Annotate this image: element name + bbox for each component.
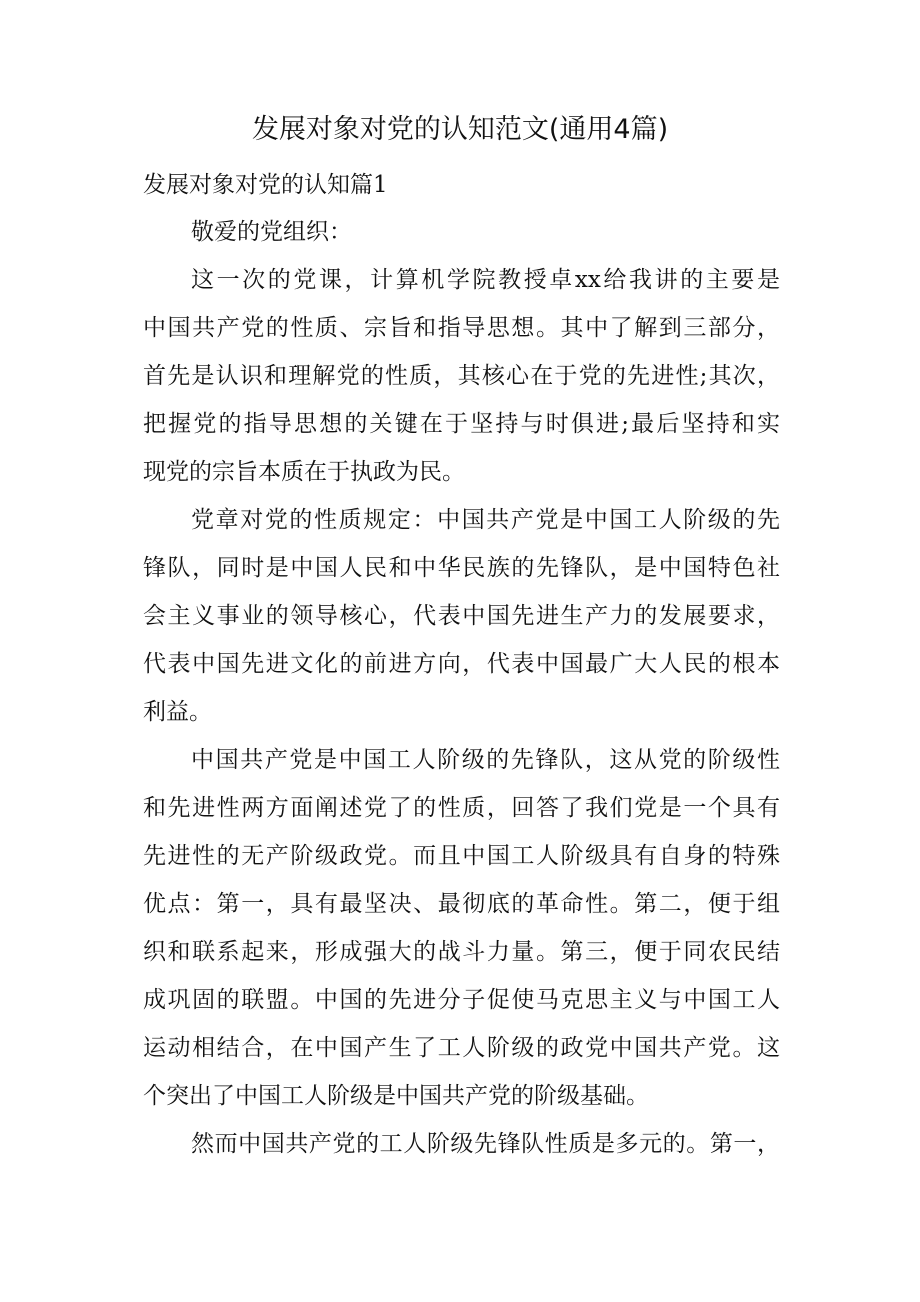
text-line: 先进性的无产阶级政党。而且中国工人阶级具有自身的特殊	[143, 843, 780, 869]
paragraph	[143, 496, 780, 736]
paragraph	[143, 1120, 780, 1168]
text-line: 这一次的党课，计算机学院教授卓xx给我讲的主要是	[191, 267, 780, 293]
text-line: 利益。	[143, 699, 212, 725]
text-line: 成巩固的联盟。中国的先进分子促使马克思主义与中国工人	[143, 987, 780, 1013]
section-heading: 发展对象对党的认知篇1	[143, 172, 388, 198]
text-line: 中国共产党的性质、宗旨和指导思想。其中了解到三部分，	[143, 315, 780, 341]
text-line: 首先是认识和理解党的性质，其核心在于党的先进性;其次，	[143, 363, 780, 389]
text-line: 代表中国先进文化的前进方向，代表中国最广大人民的根本	[143, 651, 780, 677]
paragraph	[143, 208, 780, 256]
text-line: 会主义事业的领导核心，代表中国先进生产力的发展要求，	[143, 603, 780, 629]
text-line: 个突出了中国工人阶级是中国共产党的阶级基础。	[143, 1083, 649, 1109]
text-line: 锋队，同时是中国人民和中华民族的先锋队，是中国特色社	[143, 555, 780, 581]
text-line: 现党的宗旨本质在于执政为民。	[143, 459, 465, 485]
document-title: 发展对象对党的认知范文(通用4篇)	[251, 114, 669, 145]
text-line: 优点：第一，具有最坚决、最彻底的革命性。第二，便于组	[143, 891, 780, 917]
text-line: 然而中国共产党的工人阶级先锋队性质是多元的。第一，	[191, 1131, 780, 1157]
text-line: 和先进性两方面阐述党了的性质，回答了我们党是一个具有	[143, 795, 780, 821]
text-line: 把握党的指导思想的关键在于坚持与时俱进;最后坚持和实	[143, 411, 780, 437]
paragraph	[143, 256, 780, 496]
text-line: 运动相结合，在中国产生了工人阶级的政党中国共产党。这	[143, 1035, 780, 1061]
text-line: 党章对党的性质规定：中国共产党是中国工人阶级的先	[191, 507, 780, 533]
document-body	[143, 208, 780, 1168]
text-line: 中国共产党是中国工人阶级的先锋队，这从党的阶级性	[191, 747, 780, 773]
text-line: 织和联系起来，形成强大的战斗力量。第三，便于同农民结	[143, 939, 780, 965]
paragraph	[143, 736, 780, 1120]
text-line: 敬爱的党组织：	[191, 219, 352, 245]
